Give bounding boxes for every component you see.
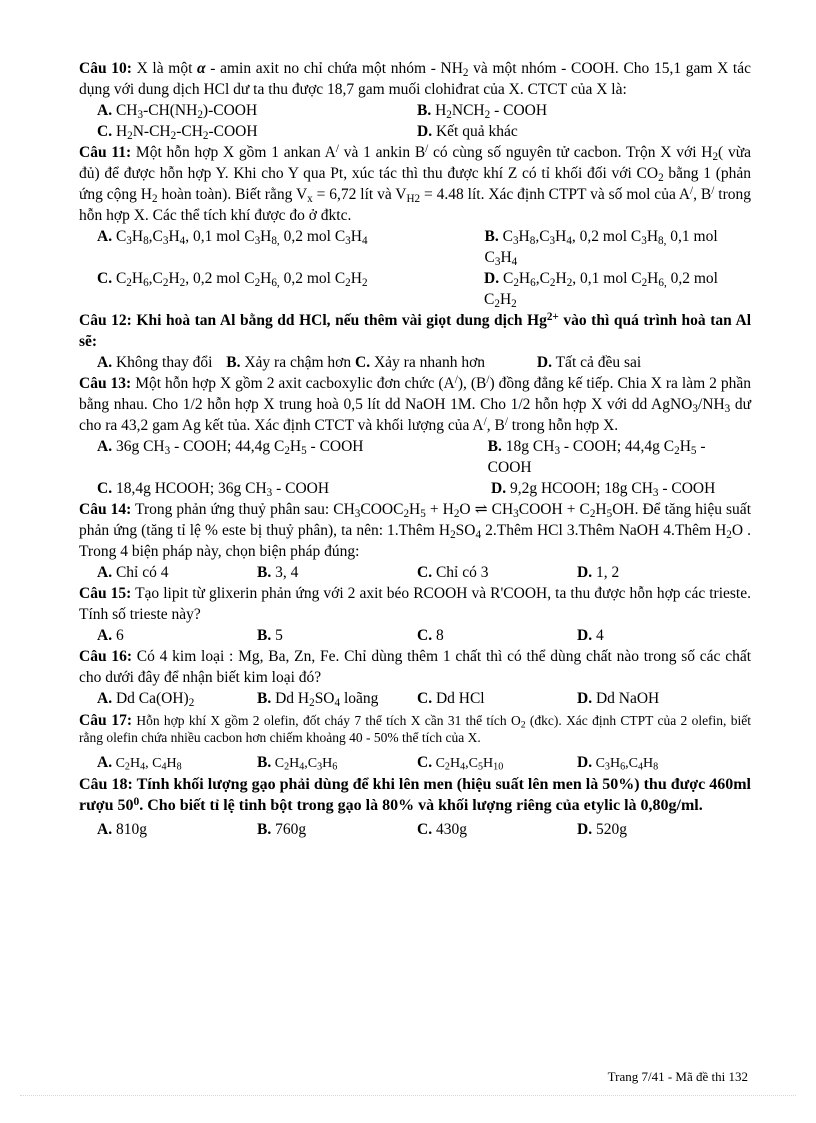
option-d: D. $C_3H_6,C_4H_8$	[577, 754, 659, 773]
question-15	[79, 583, 751, 625]
option-a: A. Chỉ có 4	[97, 564, 169, 581]
question-stem: Có 4 kim loại : Mg, Ba, Zn, Fe. Chỉ dùng thêm 1 chất thì có thể dùng chất nào trong số các chất cho dưới đây để nhận biết kim loại đó?	[79, 648, 752, 686]
question-number: Câu 15:	[79, 585, 132, 602]
option-b: B. 3, 4	[257, 564, 299, 581]
option-a: A. $CH_3-CH(NH_2)$-COOH	[97, 102, 258, 121]
option-b: B. $C_3H_8,C_3H_4$, 0,2 mol $C_3H_{8,}$ 0,1 mol $C_3H_4$	[484, 228, 718, 268]
question-10	[79, 58, 751, 100]
question-11	[79, 142, 751, 226]
question-stem: Hỗn hợp khí X gồm 2 olefin, đốt cháy 7 thể tích X cần 31 thể tích $O_2$ (đkc). Xác định CTPT của 2 olefin, biết rằng olefin chứa nhiều cacbon hơn chiếm khoảng 40 - 50% thể tích của X.	[79, 713, 751, 745]
option-d: D. $C_2H_6,C_2H_2$, 0,1 mol $C_2H_{6,}$ 0,2 mol $C_2H_2$	[484, 270, 718, 310]
question-17	[79, 712, 751, 746]
question-stem: X là một α - amin axit no chỉ chứa một nhóm - $NH_2$ và một nhóm - COOH. Cho 15,1 gam X tác dụng với dung dịch HCl dư ta thu được 18,7 gam muối clohiđrat của X. CTCT của X là:	[79, 60, 752, 98]
options-row	[97, 752, 751, 774]
question-number: Câu 11:	[79, 144, 132, 161]
question-stem: Một hỗn hợp X gồm 2 axit cacboxylic đơn chức (A/), (B/) đồng đẳng kế tiếp. Chia X ra làm 2 phần bằng nhau. Cho 1/2 hỗn hợp X trung hoà 0,5 lít dd NaOH 1M. Cho 1/2 hỗn hợp X với dd $AgNO_3/NH_3$ dư cho ra 43,2 gam Ag kết tủa. Xác định CTCT và khối lượng của A/, B/ trong hỗn hợp X.	[79, 373, 752, 434]
question-number: Câu 14:	[79, 501, 132, 518]
option-b: B. Xảy ra chậm hơn	[226, 354, 352, 371]
options-row	[79, 226, 751, 268]
option-c: C. 8	[417, 627, 444, 644]
option-c: C. Xảy ra nhanh hơn	[355, 354, 486, 371]
question-13	[79, 373, 751, 436]
question-stem: Tạo lipit từ glixerin phản ứng với 2 axit béo RCOOH và R'COOH, ta thu được hỗn hợp các trieste. Tính số trieste này?	[79, 585, 751, 623]
question-number: Câu 16:	[79, 648, 132, 665]
options-row	[97, 625, 751, 646]
question-stem: Khi hoà tan Al bằng dd HCl, nếu thêm vài giọt dung dịch $Hg^{2+}$ vào thì quá trình hoà tan Al sẽ:	[79, 310, 752, 350]
options-row	[79, 352, 751, 373]
option-c: C. Dd HCl	[417, 690, 485, 707]
question-stem: Tính khối lượng gạo phải dùng để khi lên men (hiệu suất lên men là 50%) thu được 460ml rượu $50^0$. Cho biết tỉ lệ tinh bột trong gạo là 80% và khối lượng riêng của etylic là 0,80g/ml.	[79, 776, 751, 814]
question-14	[79, 499, 751, 562]
option-c: C. 18,4g HCOOH; 36g $CH_3$ - COOH	[97, 480, 330, 499]
option-b: B. $C_2H_4,C_3H_6$	[257, 754, 338, 773]
question-number: Câu 12:	[79, 312, 132, 329]
question-12	[79, 310, 751, 352]
option-b: B. 18g $CH_3$ - COOH; 44,4g $C_2H_5$ - COOH	[487, 438, 706, 476]
question-number: Câu 10:	[79, 60, 132, 77]
option-d: D. 9,2g HCOOH; 18g $CH_3$ - COOH	[491, 480, 716, 499]
question-stem: Trong phản ứng thuỷ phân sau: $CH_3COOC_2H_5 + H_2O$ ⇌ $CH_3COOH + C_2H_5OH$. Để tăng hiệu suất phản ứng (tăng tỉ lệ % este bị thuỷ phân), ta nên: 1.Thêm $H_2SO_4$ 2.Thêm HCl 3.Thêm NaOH 4.Thêm $H_2O$ . Trong 4 biện pháp này, chọn biện pháp đúng:	[79, 501, 751, 560]
option-d: D. 1, 2	[577, 564, 620, 581]
options-row	[97, 688, 751, 709]
option-a: A. Không thay đổi	[97, 354, 213, 371]
option-a: A. $C_3H_8,C_3H_4$, 0,1 mol $C_3H_{8,}$ 0,2 mol $C_3H_4$	[97, 228, 368, 247]
option-a: A. 6	[97, 627, 124, 644]
question-number: Câu 13:	[79, 375, 132, 392]
option-c: C. $C_2H_6,C_2H_2$, 0,2 mol $C_2H_{6,}$ 0,2 mol $C_2H_2$	[97, 270, 368, 289]
option-b: B. Dd $H_2SO_4$ loãng	[257, 690, 379, 709]
option-d: D. Tất cả đều sai	[536, 354, 642, 371]
options-row	[97, 562, 751, 583]
option-b: B. $H_2NCH_2$ - COOH	[417, 102, 548, 121]
option-d: D. Dd NaOH	[577, 690, 660, 707]
option-b: B. 5	[257, 627, 283, 644]
options-row	[79, 478, 751, 499]
question-stem: Một hỗn hợp X gồm 1 ankan A/ và 1 ankin B/ có cùng số nguyên tử cacbon. Trộn X với $H_2$( vừa đủ) để được hỗn hợp Y. Khi cho Y qua Pt, xúc tác thì thu được khí Z có tỉ khối đối với $CO_2$ bằng 1 (phản ứng cộng $H_2$ hoàn toàn). Biết rằng $V_x = 6,72$ lít và $V_{H2} = 4.48$ lít. Xác định CTPT và số mol của A/, B/ trong hỗn hợp X. Các thể tích khí được đo ở đktc.	[79, 142, 751, 224]
options-row	[97, 121, 751, 142]
option-c: C. $C_2H_4,C_5H_{10}$	[417, 754, 504, 773]
question-18	[79, 774, 751, 816]
options-row	[79, 268, 751, 310]
option-b: B. 760g	[257, 821, 307, 838]
options-row	[97, 819, 751, 840]
option-c: C. 430g	[417, 821, 467, 838]
question-16	[79, 646, 751, 688]
option-d: D. 520g	[577, 821, 627, 838]
option-c: C. Chỉ có 3	[417, 564, 489, 581]
option-a: A. 36g $CH_3$ - COOH; 44,4g $C_2H_5$ - COOH	[97, 438, 364, 457]
option-a: A. Dd $Ca(OH)_2$	[97, 690, 195, 709]
option-a: A. $C_2H_4$, $C_4H_8$	[97, 754, 182, 773]
option-c: C. $H_2N-CH_2-CH_2$-COOH	[97, 123, 258, 142]
option-d: D. Kết quả khác	[417, 123, 518, 140]
options-row	[97, 100, 751, 121]
option-a: A. 810g	[97, 821, 147, 838]
question-number: Câu 18:	[79, 776, 133, 793]
page-divider	[20, 1095, 796, 1096]
options-row	[79, 436, 751, 478]
exam-page	[79, 58, 751, 840]
option-d: D. 4	[577, 627, 604, 644]
question-number: Câu 17:	[79, 712, 133, 729]
page-footer: Trang 7/41 - Mã đề thi 132	[607, 1069, 748, 1084]
